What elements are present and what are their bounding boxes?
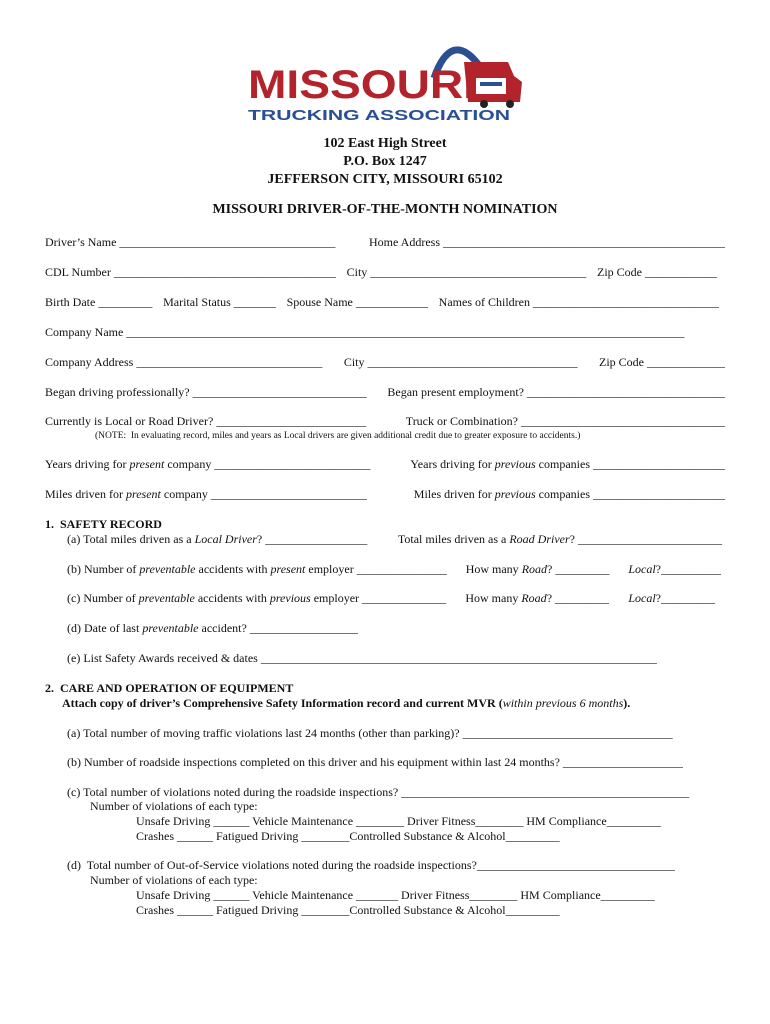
local-emphasis: Local [628,591,656,605]
years-previous-label: Years driving for [410,457,495,471]
evaluation-note: (NOTE: In evaluating record, miles and years as Local drivers are given additional credit due to greater exposure to accidents.) [95,431,581,441]
c-blank: employer ______________ [310,591,447,605]
truck-or-combination-field[interactable]: Truck or Combination? __________________________________ [405,414,725,428]
previous-emphasis: previous [494,487,536,501]
cdl-row [45,265,717,279]
drivers-name-field[interactable]: Driver’s Name ____________________________________ [45,235,336,249]
cdl-number-field[interactable]: CDL Number _____________________________________ [45,265,336,279]
address-street: 102 East High Street [323,136,447,151]
began-employment-field[interactable]: Began present employment? _________________________________ [387,385,725,399]
company-address-row [45,355,725,369]
address-city: JEFFERSON CITY, MISSOURI 65102 [267,172,503,187]
oos-violations-field[interactable]: (d) Total number of Out-of-Service violations noted during the roadside inspections?_________________________________ [67,858,675,872]
how-many-label: How many [465,562,522,576]
mta-logo [246,38,528,124]
miles-previous-field[interactable] [414,487,725,501]
road-miles-label: Total miles driven as a [397,532,510,546]
years-present-field[interactable] [45,457,370,471]
safety-awards-field[interactable]: (e) List Safety Awards received & dates __________________________________________________________________ [67,651,657,665]
road-blank: ? _________ [546,591,610,605]
spouse-name-field[interactable]: Spouse Name ____________ [286,295,428,309]
preventable-emphasis: preventable [138,591,195,605]
preventable-emphasis: preventable [142,621,199,635]
arch-truck-logo-graphic [246,38,528,124]
previous-local-accidents-field[interactable] [628,591,715,605]
present-road-accidents-field[interactable] [466,562,610,576]
present-emphasis: present [270,562,306,576]
safety-c-row [67,591,715,605]
logo-sub-text: TRUCKING ASSOCIATION [248,107,510,124]
last-accident-date-field[interactable] [67,621,667,635]
began-driving-row [45,385,725,399]
safety-record-heading: 1. SAFETY RECORD [45,517,162,531]
marital-status-field[interactable]: Marital Status _______ [163,295,276,309]
b-mid: accidents with [195,562,271,576]
oos-violations-type-label: Number of violations of each type: [90,873,258,887]
began-driving-field[interactable]: Began driving professionally? _____________________________ [45,385,367,399]
company-zip-field[interactable]: Zip Code _____________ [598,355,725,369]
miles-present-field[interactable] [45,487,367,501]
present-accidents-field[interactable] [67,562,447,576]
equipment-heading: 2. CARE AND OPERATION OF EQUIPMENT [45,681,294,695]
violation-types-row-2[interactable]: Crashes ______ Fatigued Driving ________Controlled Substance & Alcohol_________ [136,829,560,843]
violation-types-row-1[interactable]: Unsafe Driving ______ Vehicle Maintenance ________ Driver Fitness________ HM Compliance_________ [136,814,661,828]
present-local-accidents-field[interactable] [628,562,721,576]
previous-road-accidents-field[interactable] [465,591,609,605]
previous-accidents-field[interactable] [67,591,446,605]
miles-present-blank: company __________________________ [160,487,367,501]
miles-previous-label: Miles driven for [413,487,495,501]
present-emphasis: present [129,457,165,471]
company-name-field[interactable]: Company Name _____________________________________________________________________________________________ [45,325,685,339]
local-blank: ?__________ [655,562,721,576]
safety-a-row [67,532,722,546]
road-miles-blank: ? ________________________ [569,532,722,546]
years-present-label: Years driving for [45,457,130,471]
oos-types-row-2[interactable]: Crashes ______ Fatigued Driving ________Controlled Substance & Alcohol_________ [136,903,560,917]
safety-b-row [67,562,721,576]
oos-types-row-1[interactable]: Unsafe Driving ______ Vehicle Maintenance _______ Driver Fitness________ HM Compliance_________ [136,888,655,902]
b-label: (b) Number of [67,562,140,576]
drivers-name-row [45,235,725,249]
local-miles-blank: ? _________________ [256,532,368,546]
miles-previous-blank: companies ______________________ [535,487,725,501]
local-miles-field[interactable] [67,532,367,546]
miles-present-label: Miles driven for [45,487,126,501]
road-miles-field[interactable] [398,532,722,546]
c-label: (c) Number of [67,591,139,605]
attach-close: ). [623,696,631,710]
present-emphasis: present [125,487,161,501]
miles-driven-row [45,487,725,501]
how-many-label: How many [465,591,522,605]
inspection-violations-field[interactable]: (c) Total number of violations noted during the roadside inspections? ________________________________________________ [67,785,690,799]
c-mid: accidents with [194,591,270,605]
previous-emphasis: previous [269,591,311,605]
attach-instruction [62,696,630,710]
violations-type-label: Number of violations of each type: [90,799,258,813]
attach-text: Attach copy of driver’s Comprehensive Safety Information record and current MVR ( [62,696,503,710]
road-driver-emphasis: Road Driver [509,532,570,546]
logo-brand-text: MISSOURI [248,63,476,107]
company-address-field[interactable]: Company Address _______________________________ [45,355,323,369]
years-driving-row [45,457,725,471]
years-previous-blank: companies ______________________ [535,457,725,471]
local-driver-emphasis: Local Driver [194,532,257,546]
local-miles-label: (a) Total miles driven as a [67,532,195,546]
b-blank: employer _______________ [305,562,447,576]
years-previous-field[interactable] [410,457,725,471]
road-blank: ? _________ [547,562,610,576]
preventable-emphasis: preventable [139,562,196,576]
driver-type-row [45,414,725,428]
within-6-months-emphasis: within previous 6 months [502,696,624,710]
local-blank: ?_________ [655,591,715,605]
road-emphasis: Road [521,562,548,576]
company-city-field[interactable]: City ___________________________________ [343,355,578,369]
zip-code-field[interactable]: Zip Code ____________ [597,265,717,279]
form-title: MISSOURI DRIVER-OF-THE-MONTH NOMINATION [212,202,558,217]
years-present-blank: company __________________________ [164,457,371,471]
city-field[interactable]: City ____________________________________ [346,265,587,279]
birth-date-row [45,295,719,309]
traffic-violations-field[interactable]: (a) Total number of moving traffic violations last 24 months (other than parking)? ___________________________________ [67,726,673,740]
address-po-box: P.O. Box 1247 [343,154,427,169]
local-or-road-field[interactable]: Currently is Local or Road Driver? _________________________ [45,414,367,428]
roadside-inspections-field[interactable]: (b) Number of roadside inspections completed on this driver and his equipment within last 24 months? ____________________ [67,755,683,769]
d-blank: accident? __________________ [198,621,358,635]
home-address-field[interactable]: Home Address _______________________________________________ [369,235,725,249]
road-emphasis: Road [521,591,547,605]
local-emphasis: Local [628,562,656,576]
birth-date-field[interactable]: Birth Date _________ [45,295,153,309]
names-of-children-field[interactable]: Names of Children _______________________________ [438,295,719,309]
d-label: (d) Date of last [67,621,143,635]
previous-emphasis: previous [494,457,536,471]
